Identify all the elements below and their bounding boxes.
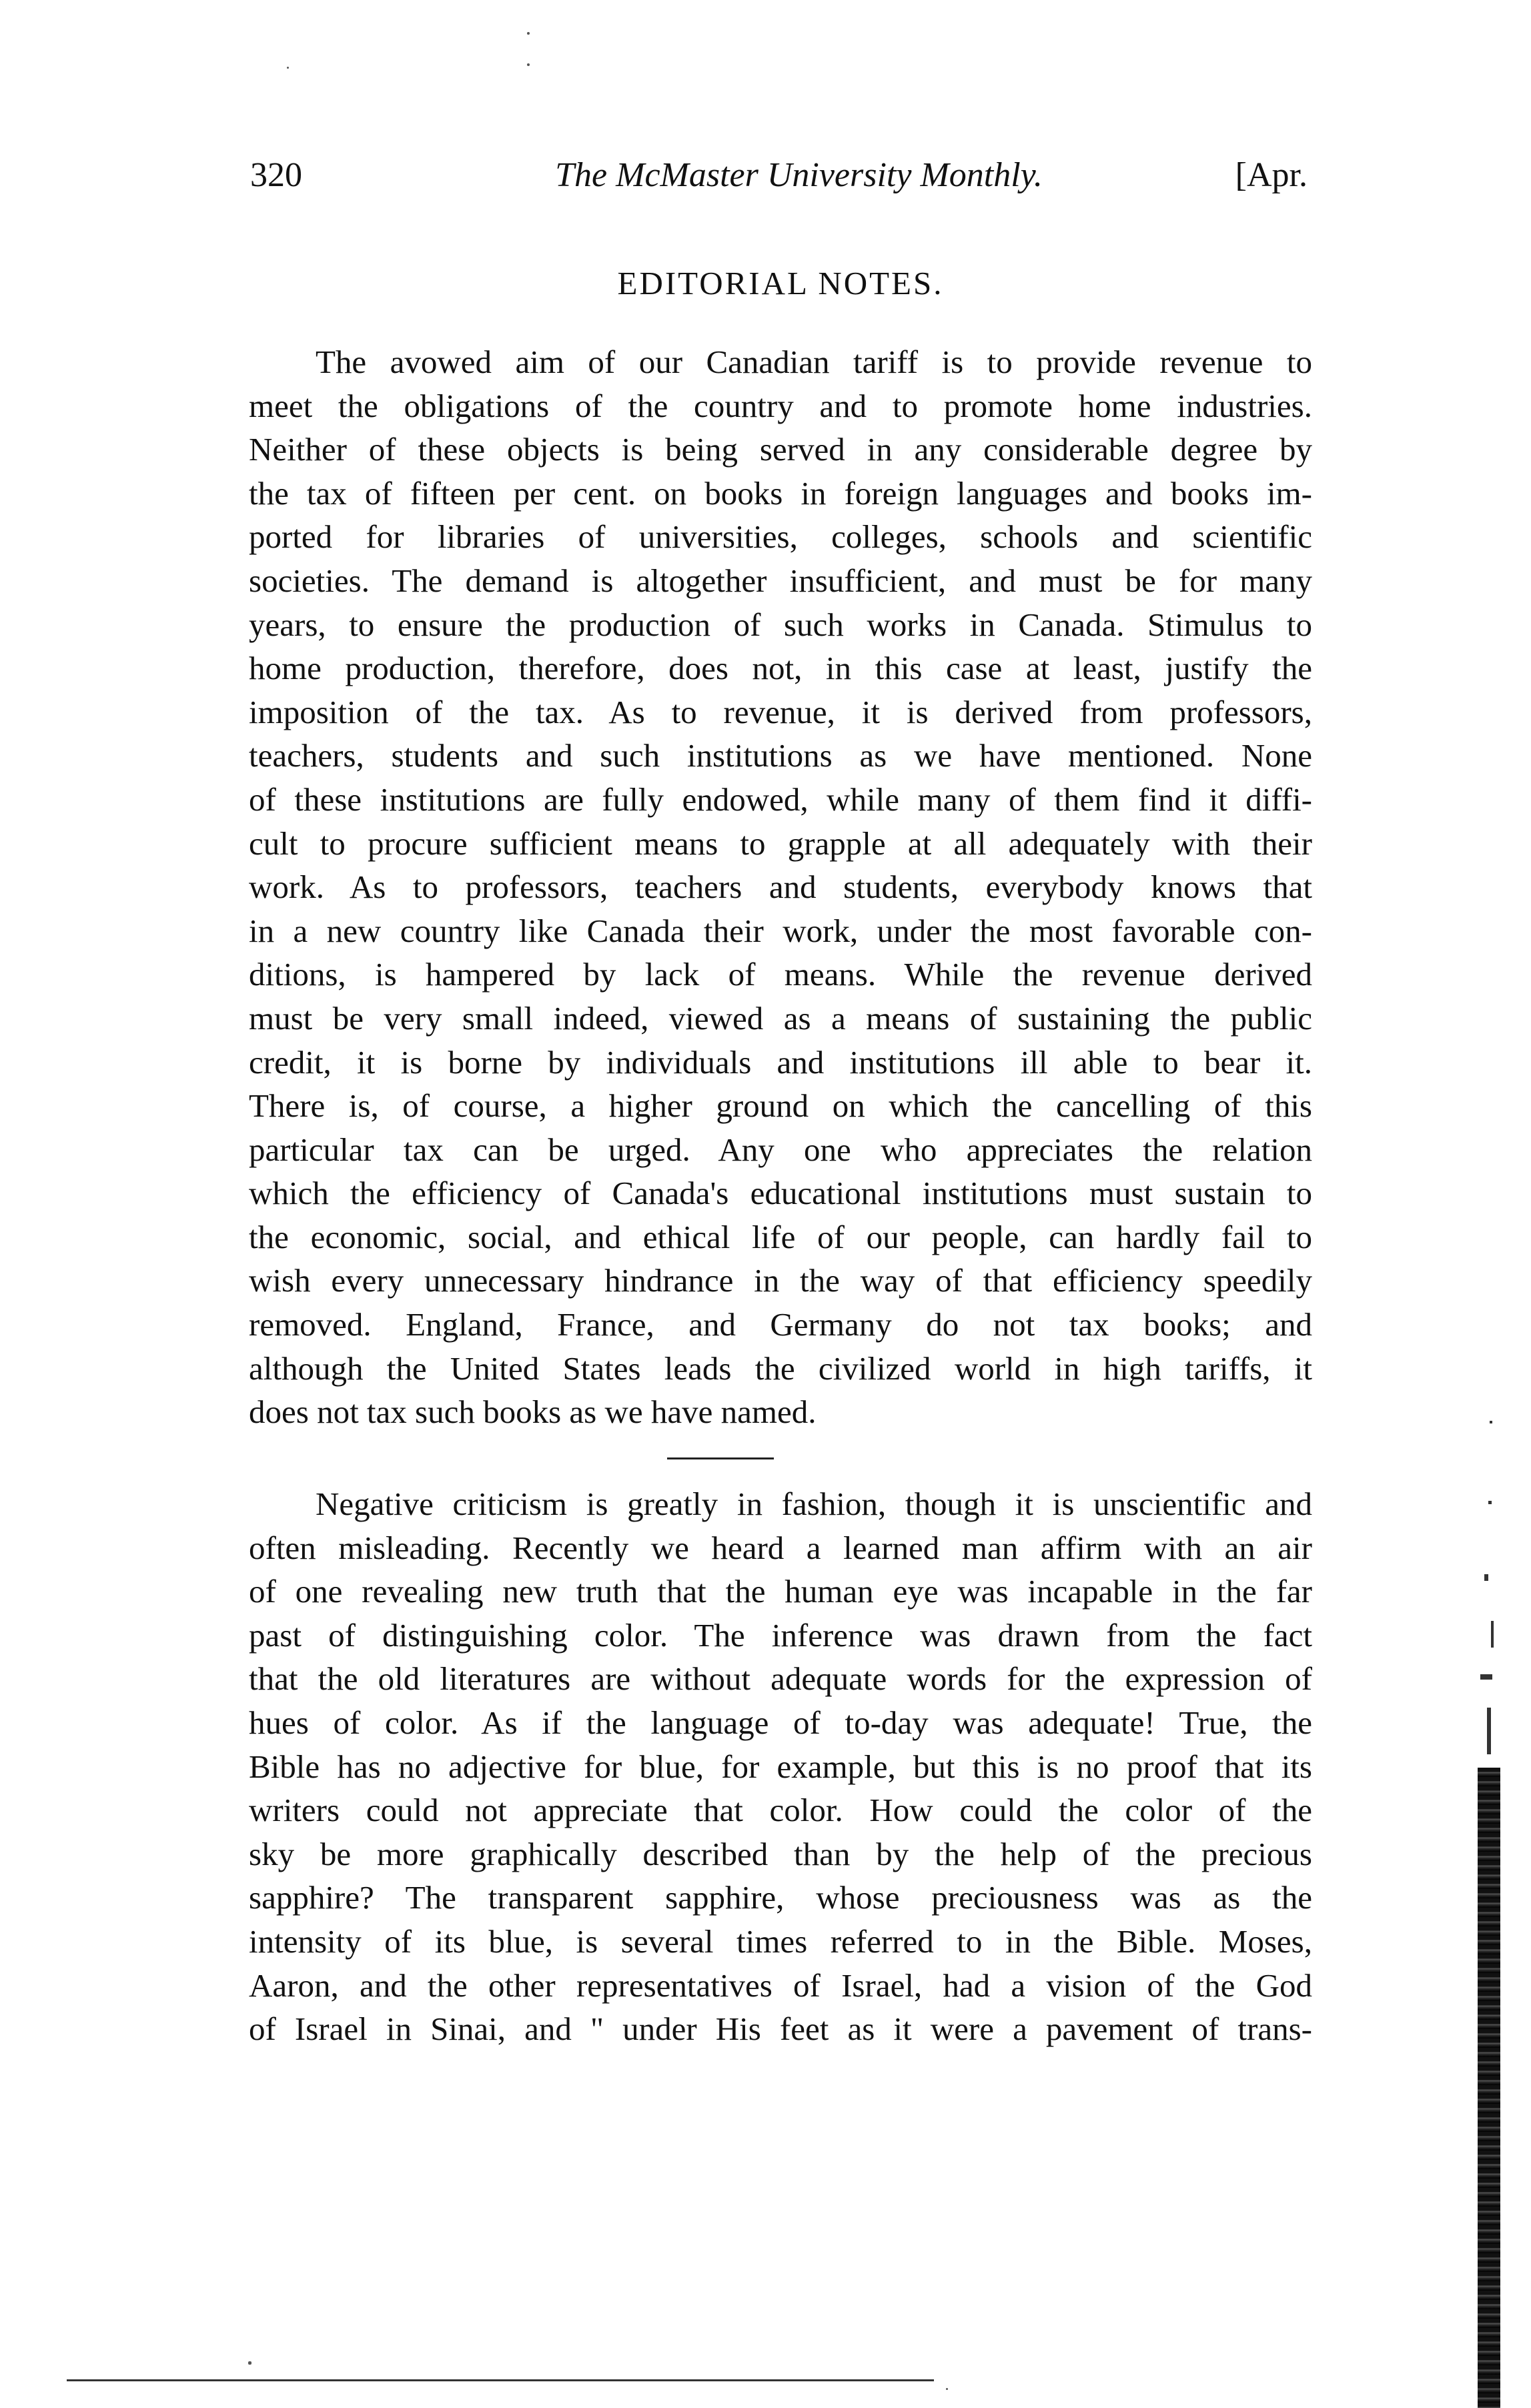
text-line: Negative criticism is greatly in fashion, though it is unscientific and (316, 1485, 1312, 1522)
text-line: sky be more graphically described than by the help of the precious (249, 1835, 1312, 1872)
section-heading: EDITORIAL NOTES. (617, 265, 944, 302)
paragraph-tariff (249, 340, 1312, 1434)
speck (527, 63, 530, 66)
bottom-rule (67, 2379, 934, 2381)
page-number: 320 (250, 156, 302, 194)
text-line: teachers, students and such institutions as we have mentioned. None (249, 737, 1312, 774)
text-line: particular tax can be urged. Any one who appreciates the relation (249, 1131, 1312, 1168)
text-line: in a new country like Canada their work, under the most favorable con- (249, 912, 1312, 949)
text-line: Bible has no adjective for blue, for example, but this is no proof that its (249, 1748, 1312, 1785)
text-line: ditions, is hampered by lack of means. While the revenue derived (249, 956, 1312, 993)
text-line: of one revealing new truth that the human eye was incapable in the far (249, 1573, 1312, 1610)
text-line: past of distinguishing color. The inference was drawn from the fact (249, 1616, 1312, 1654)
speck (287, 67, 289, 69)
text-line: cult to procure sufficient means to grapple at all adequately with their (249, 824, 1312, 862)
text-line: home production, therefore, does not, in this case at least, justify the (249, 650, 1312, 687)
text-line: wish every unnecessary hindrance in the way of that efficiency speedily (249, 1262, 1312, 1299)
text-line: of Israel in Sinai, and " under His feet as it were a pavement of trans- (249, 2010, 1312, 2048)
text-line: There is, of course, a higher ground on which the cancelling of this (249, 1087, 1312, 1125)
text-line: hues of color. As if the language of to-day was adequate! True, the (249, 1704, 1312, 1741)
text-line: the tax of fifteen per cent. on books in foreign languages and books im- (249, 474, 1312, 512)
text-line: writers could not appreciate that color. How could the color of the (249, 1792, 1312, 1829)
text-line: ported for libraries of universities, colleges, schools and scientific (249, 518, 1312, 556)
text-line: Aaron, and the other representatives of Israel, had a vision of the God (249, 1966, 1312, 2004)
text-line: intensity of its blue, is several times referred to in the Bible. Moses, (249, 1922, 1312, 1960)
journal-title: The McMaster University Monthly. (555, 156, 1043, 194)
text-line: work. As to professors, teachers and students, everybody knows that (249, 868, 1312, 906)
text-line: which the efficiency of Canada's educational institutions must sustain to (249, 1175, 1312, 1212)
text-line: the economic, social, and ethical life of our people, can hardly fail to (249, 1218, 1312, 1255)
speck (527, 32, 530, 35)
text-line: removed. England, France, and Germany do not tax books; and (249, 1306, 1312, 1343)
text-line: although the United States leads the civilized world in high tariffs, it (249, 1349, 1312, 1387)
text-line: credit, it is borne by individuals and institutions ill able to bear it. (249, 1043, 1312, 1081)
text-line: years, to ensure the production of such works in Canada. Stimulus to (249, 606, 1312, 643)
issue-month: [Apr. (1235, 156, 1308, 194)
text-line: sapphire? The transparent sapphire, whose preciousness was as the (249, 1879, 1312, 1916)
text-line: must be very small indeed, viewed as a means of sustaining the public (249, 999, 1312, 1037)
text-line: imposition of the tax. As to revenue, it is derived from professors, (249, 693, 1312, 730)
text-line: does not tax such books as we have named. (249, 1393, 817, 1431)
speck (946, 2388, 948, 2390)
speck (248, 2361, 251, 2365)
text-line: societies. The demand is altogether insufficient, and must be for many (249, 562, 1312, 599)
text-line: The avowed aim of our Canadian tariff is to provide revenue to (316, 344, 1312, 380)
text-line: of these institutions are fully endowed, while many of them find it diffi- (249, 780, 1312, 818)
paragraph-color (249, 1482, 1312, 2051)
text-line: that the old literatures are without adequate words for the expression of (249, 1660, 1312, 1698)
text-line: Neither of these objects is being served in any considerable degree by (249, 431, 1312, 468)
text-line: meet the obligations of the country and to promote home industries. (249, 387, 1312, 424)
text-line: often misleading. Recently we heard a learned man affirm with an air (249, 1529, 1312, 1566)
scan-edge-artifact (1471, 1421, 1501, 2408)
section-separator (667, 1457, 774, 1459)
running-head (250, 152, 1308, 199)
